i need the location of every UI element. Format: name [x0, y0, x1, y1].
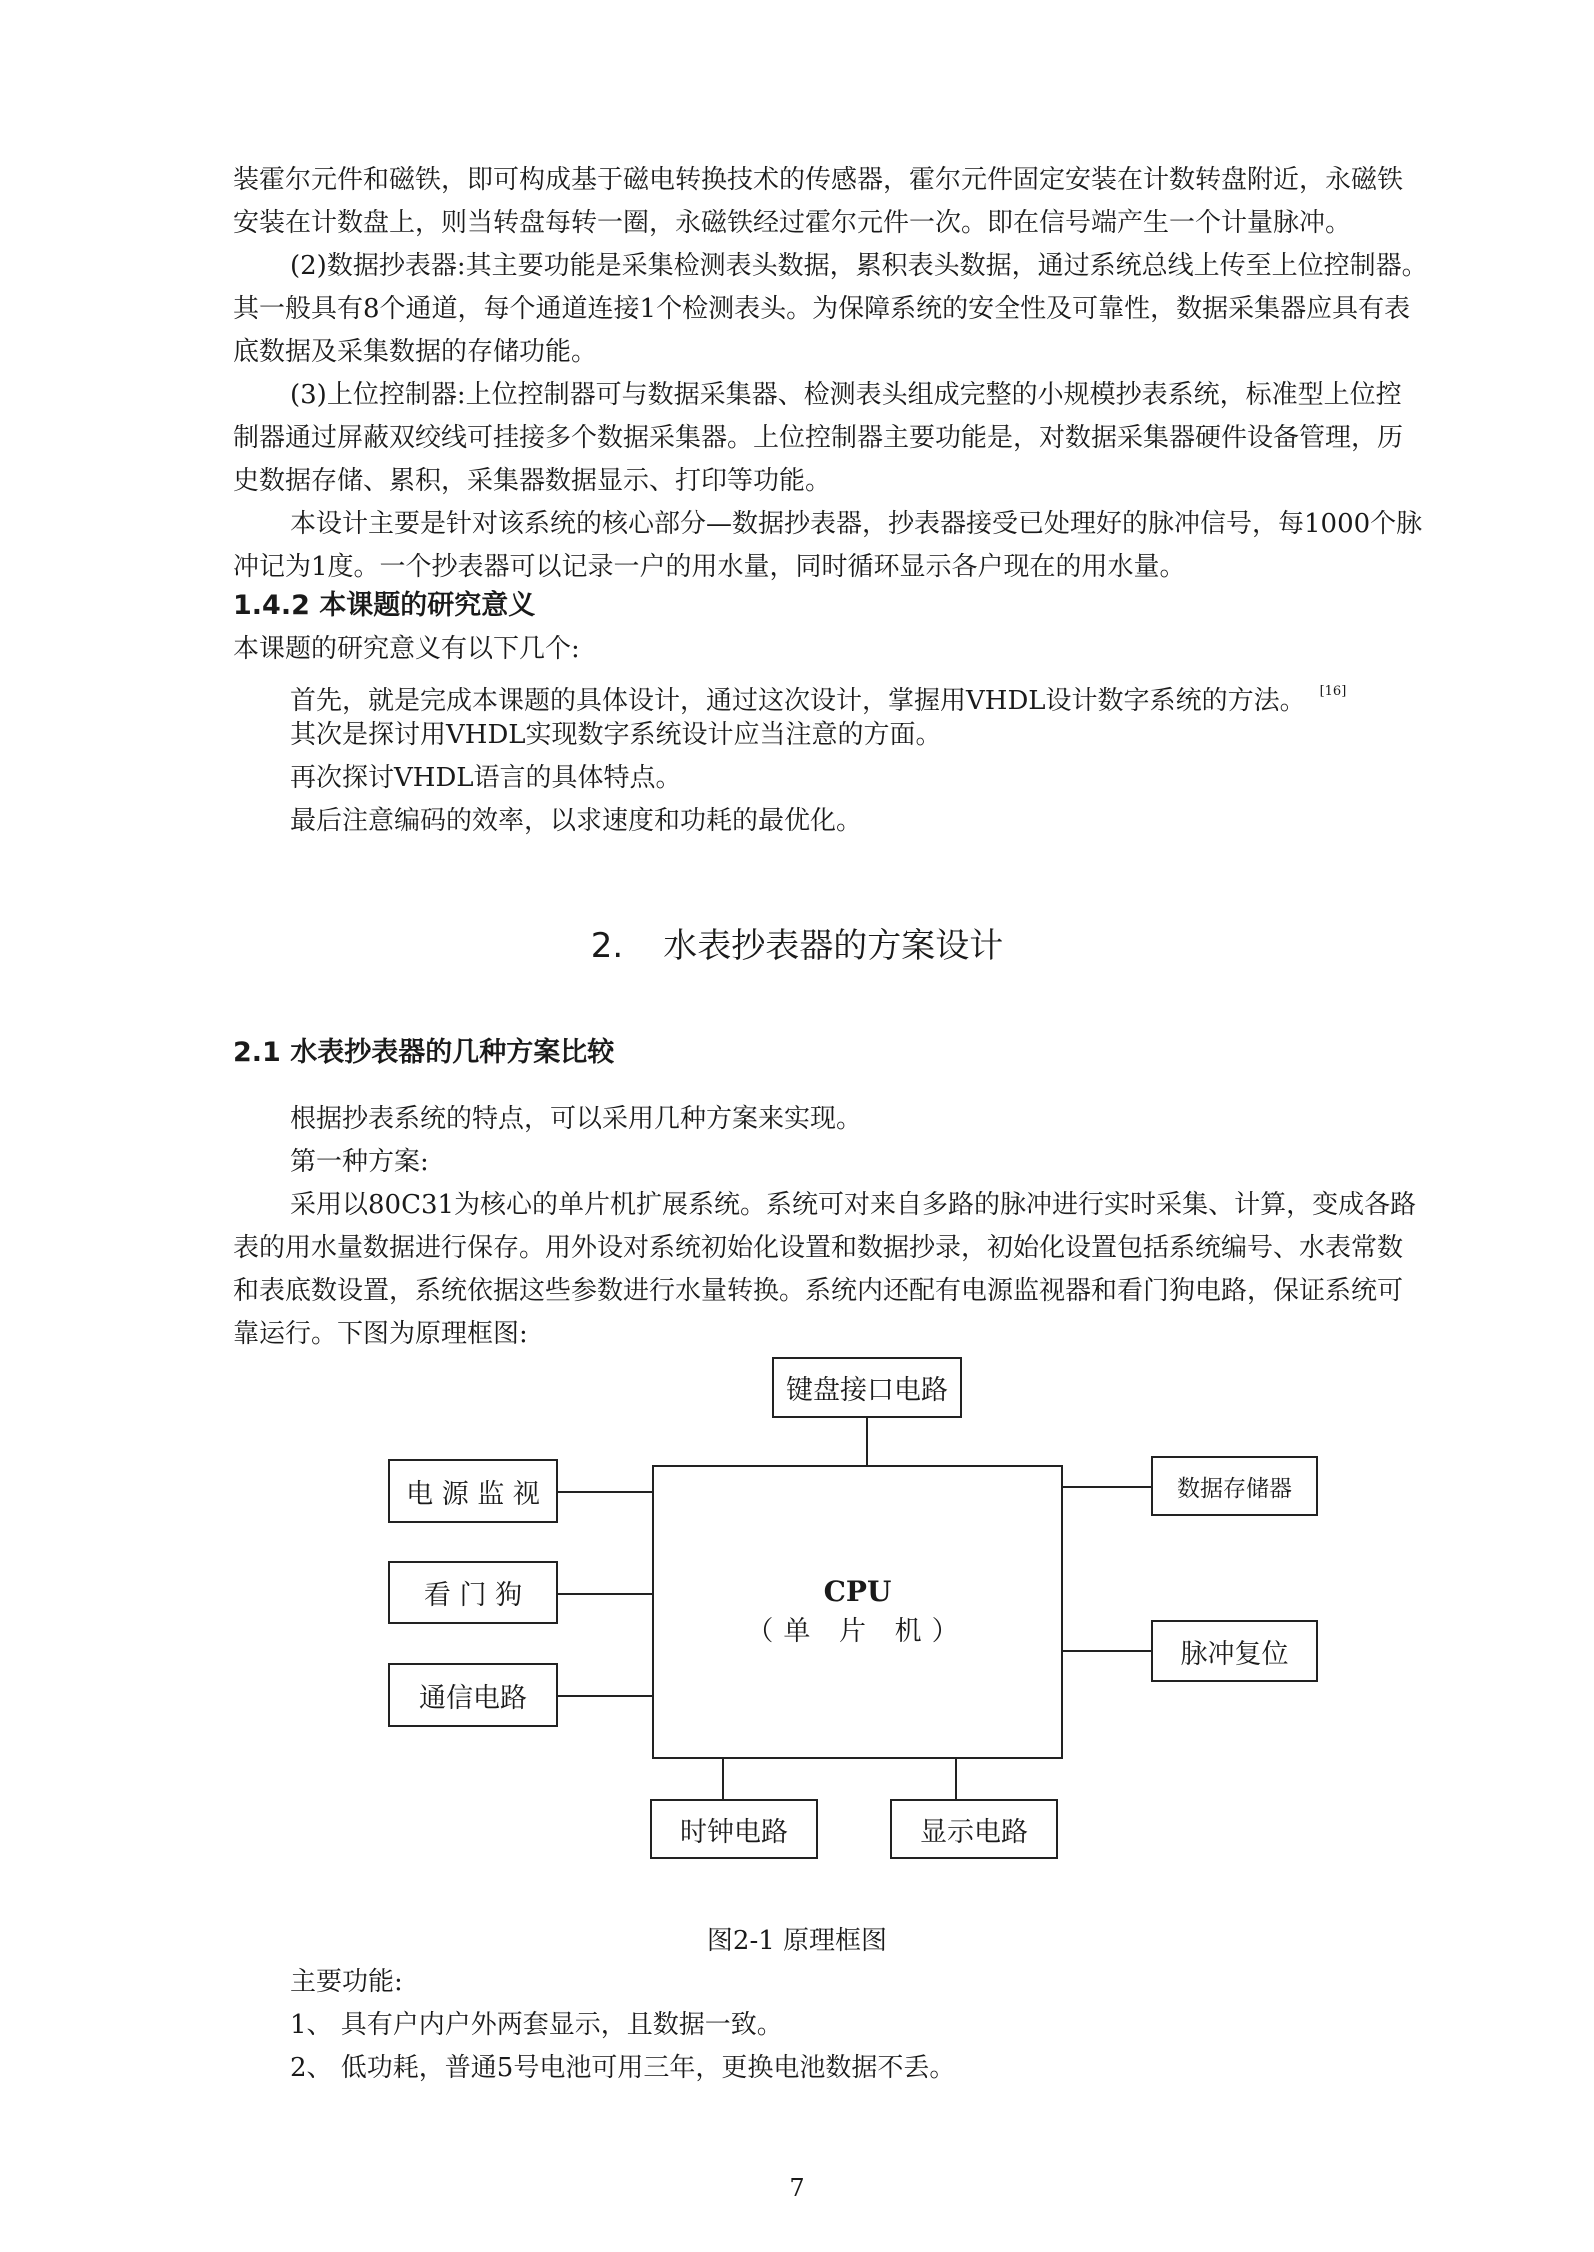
- page-number: 7: [789, 2174, 805, 2202]
- body-text-line: 制器通过屏蔽双绞线可挂接多个数据采集器。上位控制器主要功能是，对数据采集器硬件设备管理，历: [233, 423, 1404, 453]
- body-text-line: 冲记为1度。一个抄表器可以记录一户的用水量，同时循环显示各户现在的用水量。: [233, 552, 1186, 582]
- connector-line: [556, 1695, 654, 1697]
- body-text-line: 本设计主要是针对该系统的核心部分—数据抄表器，抄表器接受已处理好的脉冲信号，每1000个脉: [290, 509, 1423, 539]
- list-item: 最后注意编码的效率，以求速度和功耗的最优化。: [290, 806, 863, 836]
- list-item-text: 首先，就是完成本课题的具体设计，通过这次设计，掌握用VHDL设计数字系统的方法。: [290, 686, 1306, 716]
- list-item: 其次是探讨用VHDL实现数字系统设计应当注意的方面。: [290, 720, 942, 750]
- body-text-line: (3)上位控制器:上位控制器可与数据采集器、检测表头组成完整的小规模抄表系统，标准型上位控: [290, 380, 1402, 410]
- connector-line: [556, 1593, 654, 1595]
- clock-circuit-box: 时钟电路: [650, 1799, 818, 1859]
- keyboard-interface-box: 键盘接口电路: [772, 1357, 962, 1418]
- body-text-line: 和表底数设置，系统依据这些参数进行水量转换。系统内还配有电源监视器和看门狗电路，保证系统可: [233, 1276, 1404, 1306]
- list-item: 再次探讨VHDL语言的具体特点。: [290, 763, 682, 793]
- communication-circuit-box: 通信电路: [388, 1663, 558, 1727]
- body-text-line: 靠运行。下图为原理框图:: [233, 1319, 528, 1349]
- watchdog-box: 看 门 狗: [388, 1561, 558, 1624]
- body-text-line: 采用以80C31为核心的单片机扩展系统。系统可对来自多路的脉冲进行实时采集、计算，变成各路: [290, 1190, 1417, 1220]
- connector-line: [955, 1757, 957, 1801]
- section-heading-1-4-2: 1.4.2 本课题的研究意义: [233, 590, 536, 621]
- power-monitor-box: 电 源 监 视: [388, 1459, 558, 1523]
- cpu-subtitle: （单 片 机）: [746, 1616, 969, 1647]
- connector-line: [556, 1491, 654, 1493]
- pulse-reset-box: 脉冲复位: [1151, 1620, 1318, 1682]
- cpu-box: [652, 1465, 1063, 1759]
- connector-line: [722, 1757, 724, 1801]
- connector-line: [1061, 1486, 1153, 1488]
- body-text-line: 史数据存储、累积，采集器数据显示、打印等功能。: [233, 466, 832, 496]
- section-intro: 本课题的研究意义有以下几个:: [233, 634, 580, 664]
- figure-caption: 图2-1 原理框图: [706, 1926, 888, 1956]
- list-item: 1、 具有户内户外两套显示，且数据一致。: [290, 2010, 783, 2040]
- chapter-number: 2.: [590, 926, 624, 966]
- section-heading-2-1: 2.1 水表抄表器的几种方案比较: [233, 1037, 615, 1068]
- data-storage-box: 数据存储器: [1151, 1456, 1318, 1516]
- body-text-line: 装霍尔元件和磁铁，即可构成基于磁电转换技术的传感器，霍尔元件固定安装在计数转盘附近，永磁铁: [233, 165, 1404, 195]
- connector-line: [1061, 1650, 1153, 1652]
- body-text-line: 其一般具有8个通道，每个通道连接1个检测表头。为保障系统的安全性及可靠性，数据采集器应具有表: [233, 294, 1411, 324]
- connector-line: [866, 1416, 868, 1466]
- cpu-title: CPU: [823, 1575, 892, 1608]
- chapter-title: [0, 924, 1594, 968]
- body-text-line: 底数据及采集数据的存储功能。: [233, 337, 598, 367]
- body-text-line: 根据抄表系统的特点，可以采用几种方案来实现。: [290, 1104, 863, 1134]
- list-item: 2、 低功耗，普通5号电池可用三年，更换电池数据不丢。: [290, 2053, 956, 2083]
- chapter-title-text: 水表抄表器的方案设计: [663, 926, 1004, 966]
- body-text-line: 表的用水量数据进行保存。用外设对系统初始化设置和数据抄录，初始化设置包括系统编号、水表常数: [233, 1233, 1404, 1263]
- body-text-line: (2)数据抄表器:其主要功能是采集检测表头数据，累积表头数据，通过系统总线上传至上位控制器。: [290, 251, 1428, 281]
- citation-mark: [16]: [1319, 684, 1347, 699]
- list-item: [290, 672, 1346, 721]
- display-circuit-box: 显示电路: [890, 1799, 1058, 1859]
- body-text-line: 第一种方案:: [290, 1147, 429, 1177]
- body-text-line: 安装在计数盘上，则当转盘每转一圈，永磁铁经过霍尔元件一次。即在信号端产生一个计量脉冲。: [233, 208, 1352, 238]
- functions-title: 主要功能:: [290, 1967, 403, 1997]
